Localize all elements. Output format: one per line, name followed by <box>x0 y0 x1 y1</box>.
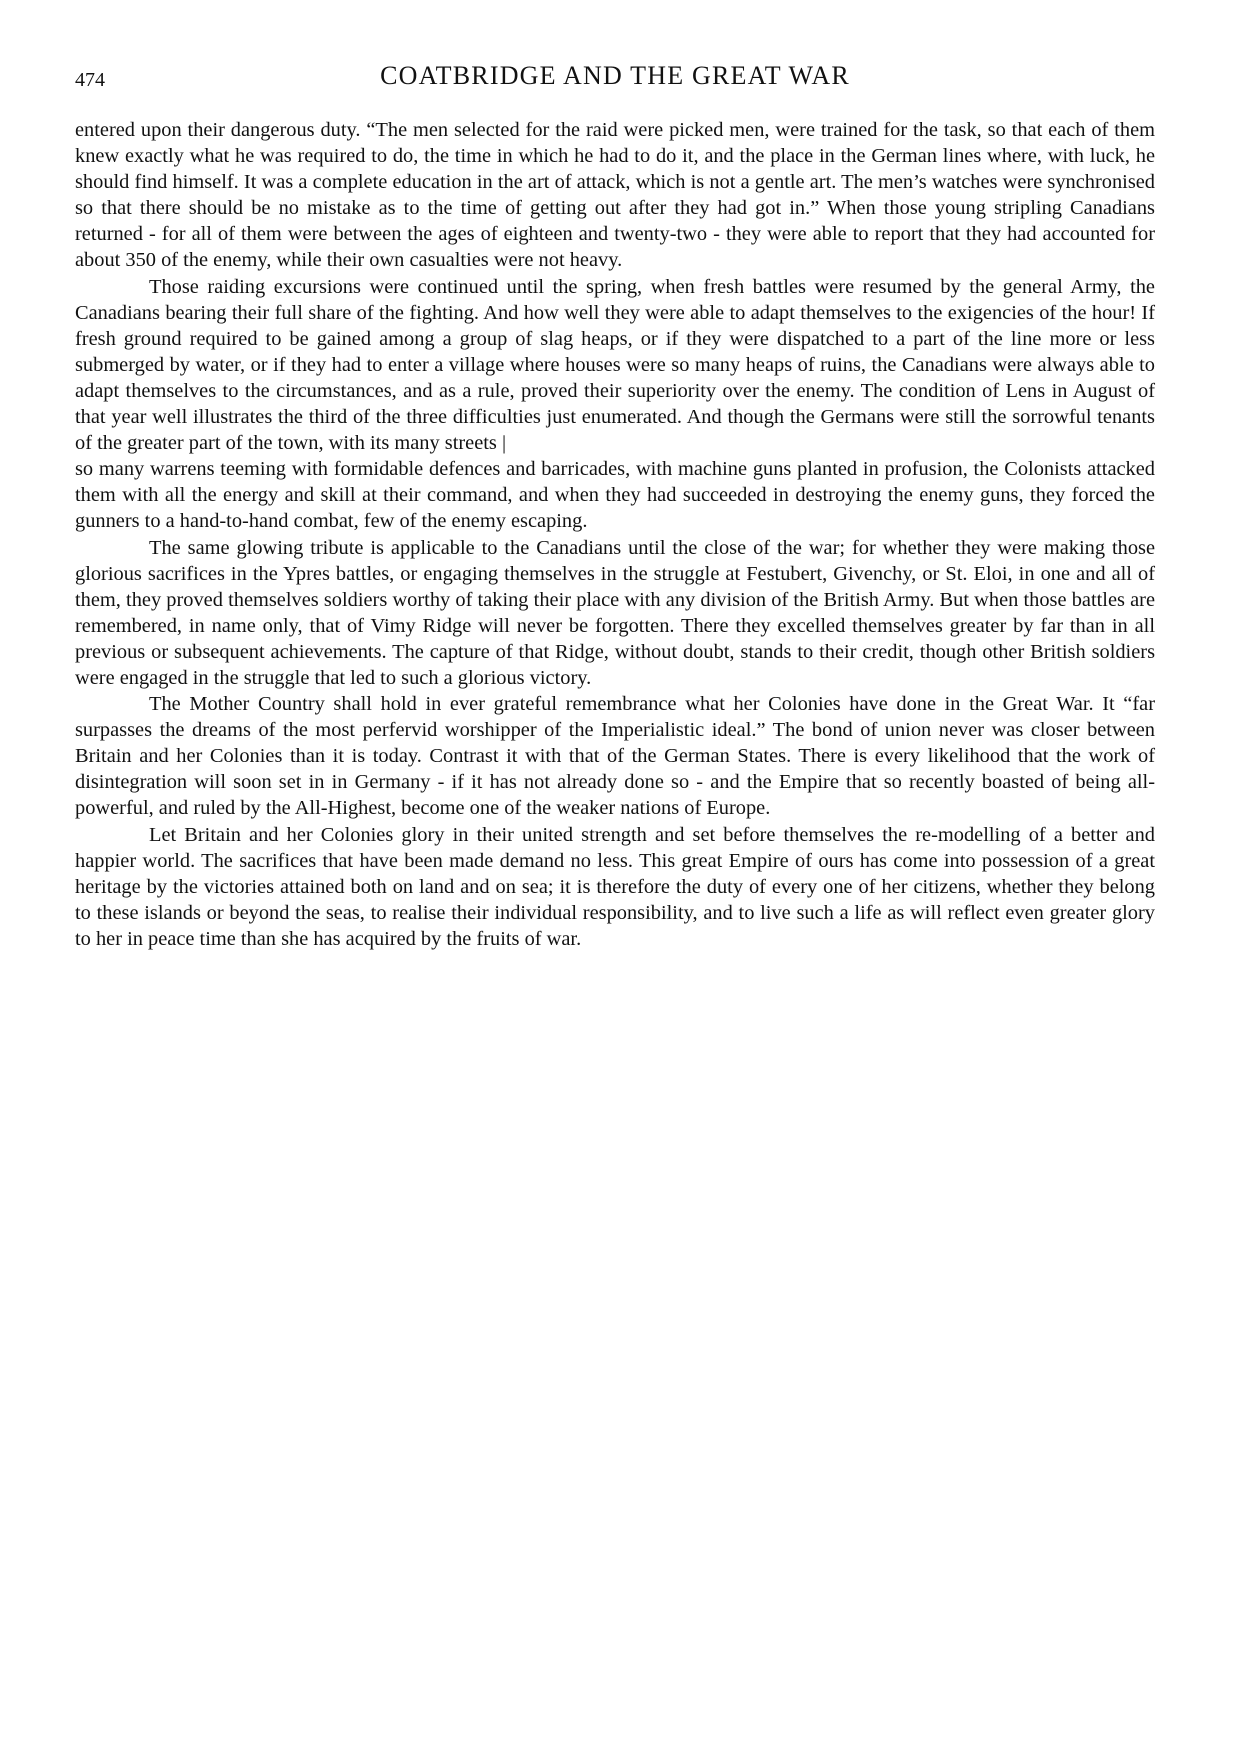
paragraph-mother-country: The Mother Country shall hold in ever grateful remembrance what her Colonies have done in the Great War. It “far surpasses the dreams of the most perfervid worshipper of the Imperialistic ideal.” The bond of union never was closer between Britain and her Colonies than it is today. Contrast it with that of the German States. There is every likelihood that the work of disintegration will soon set in in Germany - if it has not already done so - and the Empire that so recently boasted of being all-powerful, and ruled by the All-Highest, become one of the weaker nations of Europe. <box>75 693 1155 820</box>
running-header <box>75 58 1155 98</box>
page-number: 474 <box>75 69 105 91</box>
paragraph-better-world: Let Britain and her Colonies glory in their united strength and set before themselves the re-modelling of a better and happier world. The sacrifices that have been made demand no less. This great Empire of ours has come into possession of a great heritage by the victories attained both on land and on sea; it is therefore the duty of every one of her citizens, whether they belong to these islands or beyond the seas, to realise their individual responsibility, and to live such a life as will reflect even greater glory to her in peace time than she has acquired by the fruits of war. <box>75 823 1155 950</box>
paragraph-raid-report: entered upon their dangerous duty. “The men selected for the raid were picked men, were trained for the task, so that each of them knew exactly what he was required to do, the time in which he had to do it, and the place in the German lines where, with luck, he should find himself. It was a complete education in the art of attack, which is not a gentle art. The men’s watches were synchronised so that there should be no mistake as to the time of getting out after they had got in.” When those young stripling Canadians returned - for all of them were between the ages of eighteen and twenty-two - they were able to report that they had accounted for about 350 of the enemy, while their own casualties were not heavy. <box>75 119 1155 272</box>
paragraph-lens-warrens: so many warrens teeming with formidable defences and barricades, with machine guns planted in profusion, the Colonists attacked them with all the energy and skill at their command, and when they had succeeded in destroying the enemy guns, they forced the gunners to a hand-to-hand combat, few of the enemy escaping. <box>75 458 1155 533</box>
body-text <box>75 117 1155 952</box>
paragraph-vimy-ridge: The same glowing tribute is applicable to the Canadians until the close of the war; for whether they were making those glorious sacrifices in the Ypres battles, or engaging themselves in the struggle at Festubert, Givenchy, or St. Eloi, in one and all of them, they proved themselves soldiers worthy of taking their place with any division of the British Army. But when those battles are remembered, in name only, that of Vimy Ridge will never be forgotten. There they excelled themselves greater by far than in all previous or subsequent achievements. The capture of that Ridge, without doubt, stands to their credit, though other British soldiers were engaged in the struggle that led to such a glorious victory. <box>75 536 1155 689</box>
running-title: COATBRIDGE AND THE GREAT WAR <box>380 61 850 90</box>
paragraph-raiding-excursions: Those raiding excursions were continued until the spring, when fresh battles were resumed by the general Army, the Canadians bearing their full share of the fighting. And how well they were able to adapt themselves to the exigencies of the hour! If fresh ground required to be gained among a group of slag heaps, or if they were dispatched to a part of the line more or less submerged by water, or if they had to enter a village where houses were so many heaps of ruins, the Canadians were always able to adapt themselves to the circumstances, and as a rule, proved their superiority over the enemy. The condition of Lens in August of that year well illustrates the third of the three difficulties just enumerated. And though the Germans were still the sorrowful tenants of the greater part of the town, with its many streets | <box>75 275 1155 455</box>
